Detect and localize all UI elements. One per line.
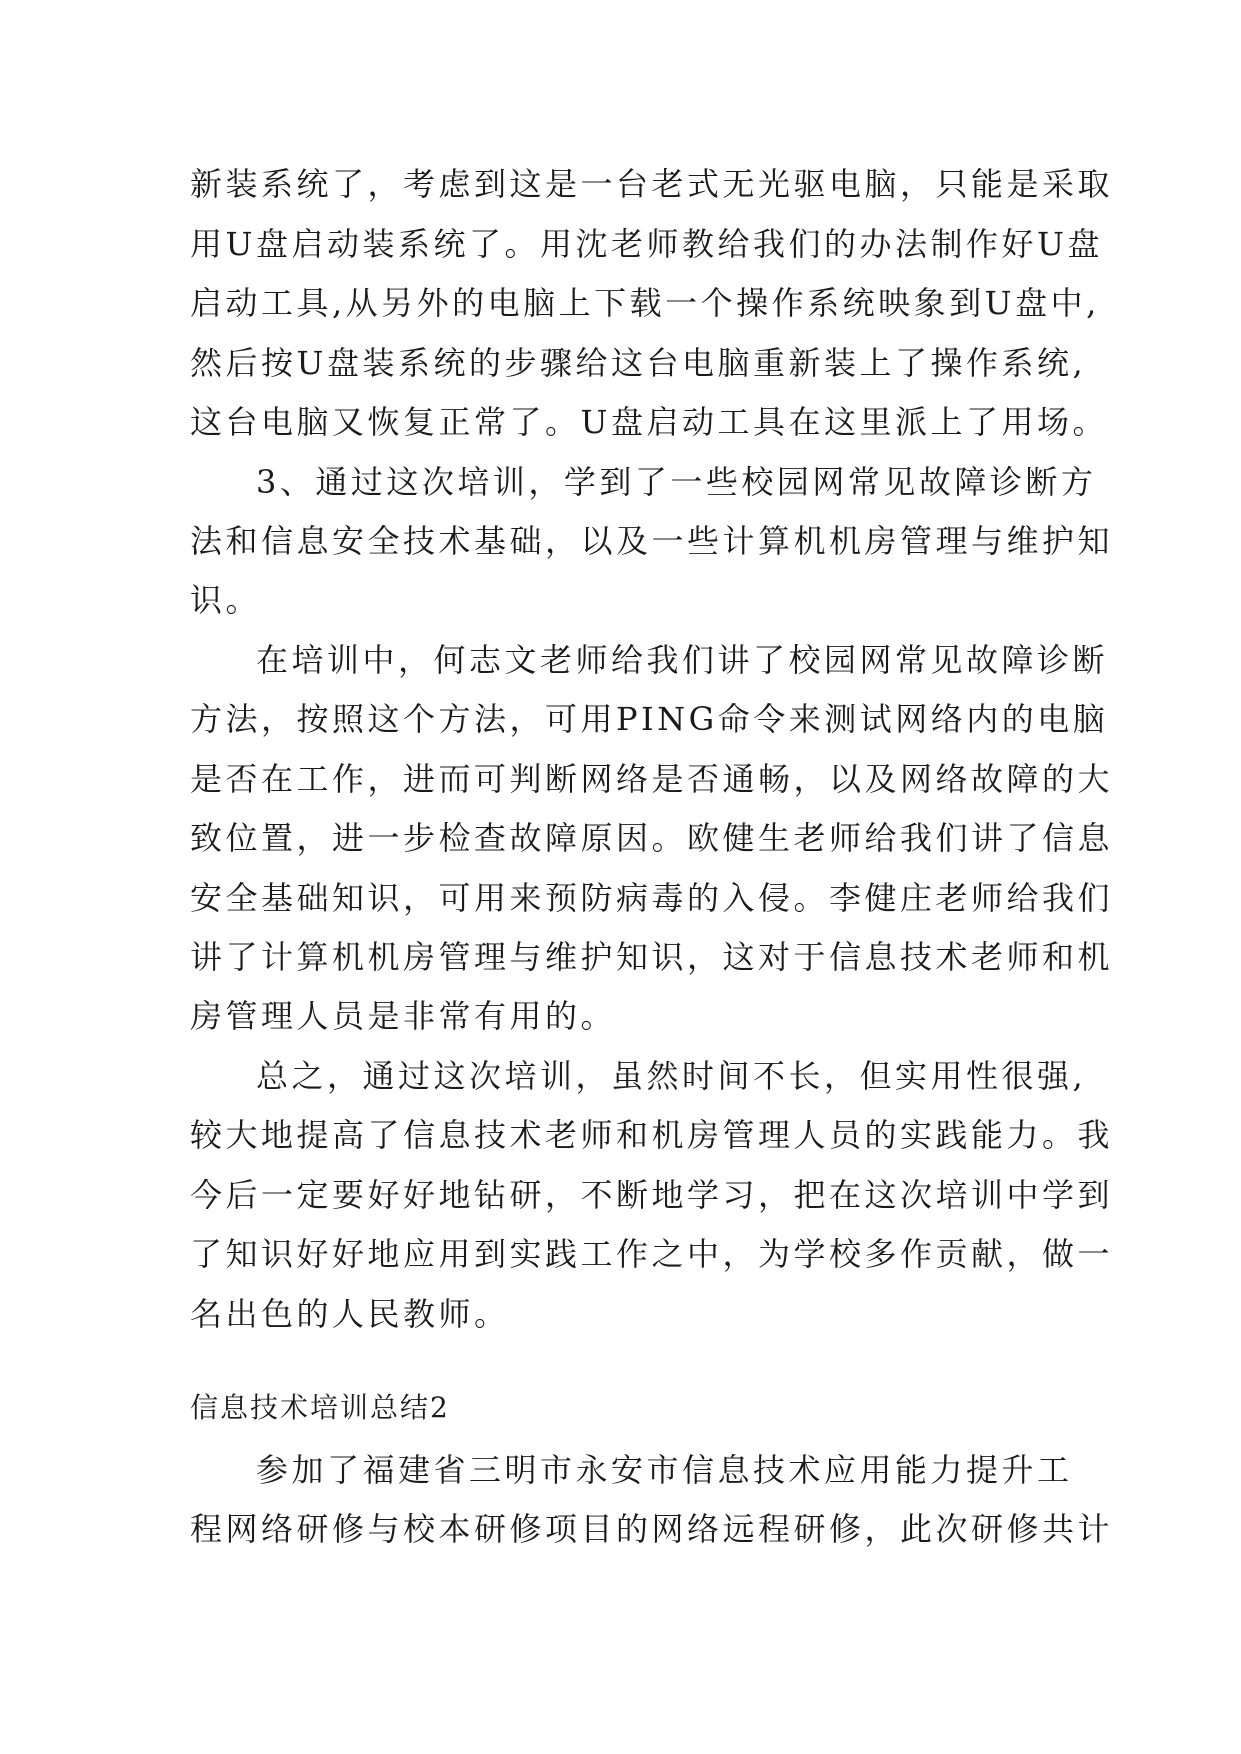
text-line: 新装系统了，考虑到这是一台老式无光驱电脑，只能是采取 <box>190 165 1114 203</box>
text-line: 法和信息安全技术基础，以及一些计算机机房管理与维护知 <box>190 522 1114 560</box>
text-line: 这台电脑又恢复正常了。U盘启动工具在这里派上了用场。 <box>190 403 1108 441</box>
text-line: 致位置，进一步检查故障原因。欧健生老师给我们讲了信息 <box>190 819 1114 857</box>
text-line: 然后按U盘装系统的步骤给这台电脑重新装上了操作系统, <box>190 344 1087 382</box>
text-line: 识。 <box>190 581 262 619</box>
text-line: 较大地提高了信息技术老师和机房管理人员的实践能力。我 <box>190 1116 1114 1154</box>
text-line: 参加了福建省三明市永安市信息技术应用能力提升工 <box>256 1451 1073 1489</box>
text-line: 讲了计算机机房管理与维护知识，这对于信息技术老师和机 <box>190 938 1114 976</box>
text-line: 总之，通过这次培训，虽然时间不长，但实用性很强, <box>256 1057 1087 1095</box>
text-line: 3、通过这次培训，学到了一些校园网常见故障诊断方 <box>256 463 1097 501</box>
text-line: 在培训中，何志文老师给我们讲了校园网常见故障诊断 <box>256 641 1109 679</box>
text-line: 程网络研修与校本研修项目的网络远程研修，此次研修共计 <box>190 1510 1114 1548</box>
text-line: 了知识好好地应用到实践工作之中，为学校多作贡献，做一 <box>190 1235 1114 1273</box>
text-line: 用U盘启动装系统了。用沈老师教给我们的办法制作好U盘 <box>190 225 1103 263</box>
text-line: 今后一定要好好地钻研，不断地学习，把在这次培训中学到 <box>190 1176 1114 1214</box>
text-line: 安全基础知识，可用来预防病毒的入侵。李健庄老师给我们 <box>190 879 1114 917</box>
text-line: 名出色的人民教师。 <box>190 1295 510 1333</box>
text-line: 是否在工作，进而可判断网络是否通畅，以及网络故障的大 <box>190 760 1114 798</box>
text-line: 房管理人员是非常有用的。 <box>190 997 617 1035</box>
text-line: 启动工具,从另外的电脑上下载一个操作系统映象到U盘中, <box>190 284 1100 322</box>
text-line: 方法，按照这个方法，可用PING命令来测试网络内的电脑 <box>190 700 1109 738</box>
section-heading: 信息技术培训总结2 <box>190 1391 450 1424</box>
